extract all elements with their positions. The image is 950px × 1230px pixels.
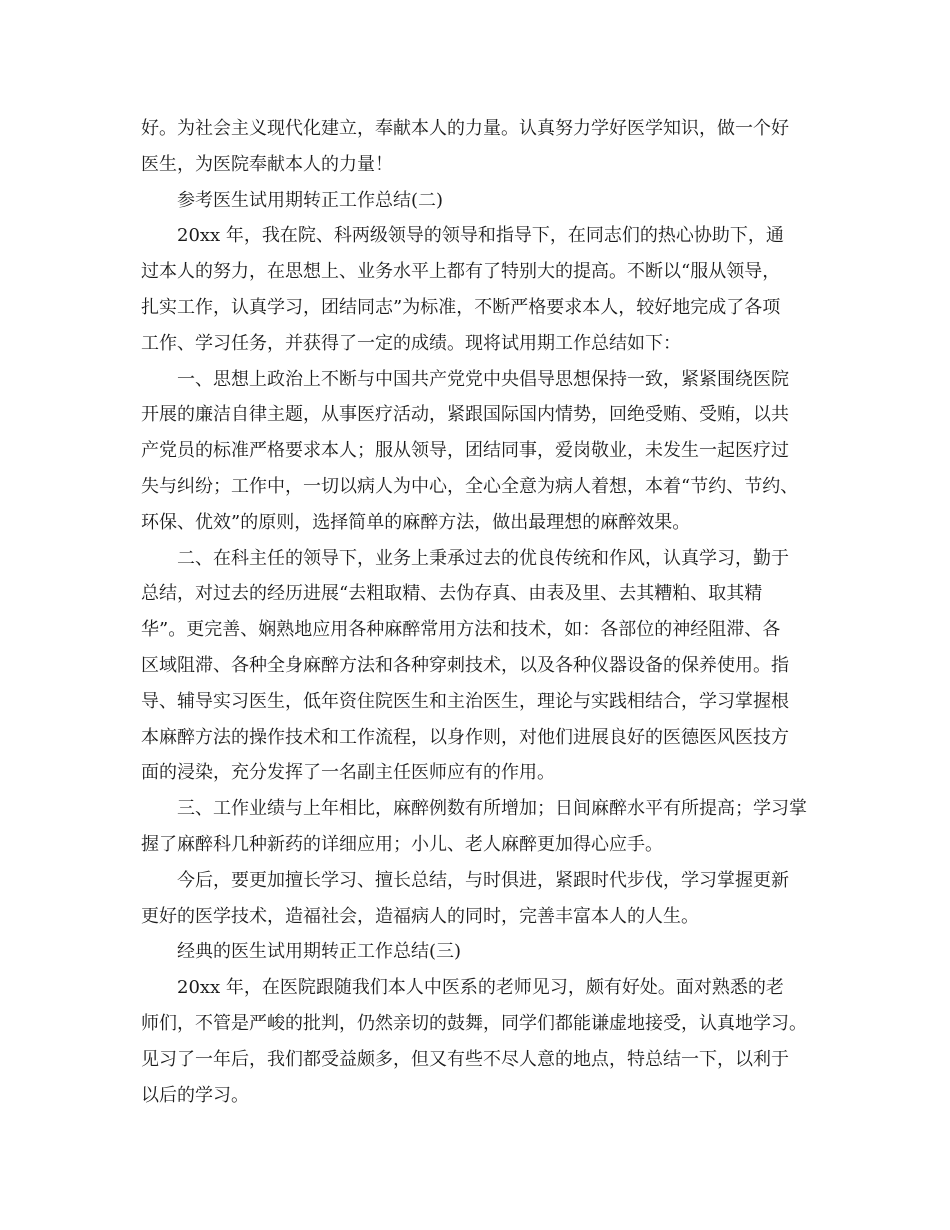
paragraph-line: 今后，要更加擅长学习、擅长总结，与时俱进，紧跟时代步伐，学习掌握更新 [177, 869, 789, 891]
paragraph-line: 20xx 年，在医院跟随我们本人中医系的老师见习，颇有好处。面对熟悉的老 [177, 977, 784, 999]
paragraph-line: 一、思想上政治上不断与中国共产党党中央倡导思想保持一致，紧紧围绕医院 [177, 368, 789, 390]
document-page [141, 111, 821, 1113]
paragraph-line: 见习了一年后，我们都受益颇多，但又有些不尽人意的地点，特总结一下，以利于 [141, 1048, 789, 1070]
paragraph-line: 区域阻滞、各种全身麻醉方法和各种穿刺技术，以及各种仪器设备的保养使用。指 [141, 654, 789, 676]
section-heading: 经典的医生试用期转正工作总结(三) [177, 941, 462, 963]
paragraph-line: 失与纠纷；工作中，一切以病人为中心，全心全意为病人着想，本着“节约、节约、 [141, 475, 799, 497]
paragraph-line: 二、在科主任的领导下，业务上秉承过去的优良传统和作风，认真学习，勤于 [177, 547, 789, 569]
section-heading: 参考医生试用期转正工作总结(二) [177, 189, 444, 211]
paragraph-line: 握了麻醉科几种新药的详细应用；小儿、老人麻醉更加得心应手。 [141, 833, 663, 855]
paragraph-line: 总结，对过去的经历进展“去粗取精、去伪存真、由表及里、去其糟粕、取其精 [141, 583, 763, 605]
paragraph-line: 环保、优效”的原则，选择简单的麻醉方法，做出最理想的麻醉效果。 [141, 511, 691, 533]
paragraph-line: 导、辅导实习医生，低年资住院医生和主治医生，理论与实践相结合，学习掌握根 [141, 690, 789, 712]
paragraph-line: 开展的廉洁自律主题，从事医疗活动，紧跟国际国内情势，回绝受贿、受贿，以共 [141, 404, 789, 426]
paragraph-line: 师们，不管是严峻的批判，仍然亲切的鼓舞，同学们都能谦虚地接受，认真地学习。 [141, 1012, 807, 1034]
paragraph-line: 以后的学习。 [141, 1084, 249, 1106]
paragraph-line: 扎实工作，认真学习，团结同志”为标准，不断严格要求本人，较好地完成了各项 [141, 296, 781, 318]
paragraph-line: 更好的医学技术，造福社会，造福病人的同时，完善丰富本人的人生。 [141, 905, 699, 927]
paragraph-line: 三、工作业绩与上年相比，麻醉例数有所增加；日间麻醉水平有所提高；学习掌 [177, 798, 807, 820]
paragraph-line: 20xx 年，我在院、科两级领导的领导和指导下，在同志们的热心协助下，通 [177, 225, 784, 247]
paragraph-line: 工作、学习任务，并获得了一定的成绩。现将试用期工作总结如下： [141, 332, 681, 354]
paragraph-line: 过本人的努力，在思想上、业务水平上都有了特别大的提高。不断以“服从领导， [141, 261, 781, 283]
paragraph-line: 面的浸染，充分发挥了一名副主任医师应有的作用。 [141, 762, 555, 784]
paragraph-line: 产党员的标准严格要求本人；服从领导，团结同事，爱岗敬业，未发生一起医疗过 [141, 440, 789, 462]
paragraph-line: 华”。更完善、娴熟地应用各种麻醉常用方法和技术，如：各部位的神经阻滞、各 [141, 619, 781, 641]
paragraph-line: 本麻醉方法的操作技术和工作流程，以身作则，对他们进展良好的医德医风医技方 [141, 726, 789, 748]
paragraph-line: 好。为社会主义现代化建立，奉献本人的力量。认真努力学好医学知识，做一个好 [141, 118, 789, 139]
paragraph-line: 医生，为医院奉献本人的力量！ [141, 153, 393, 175]
